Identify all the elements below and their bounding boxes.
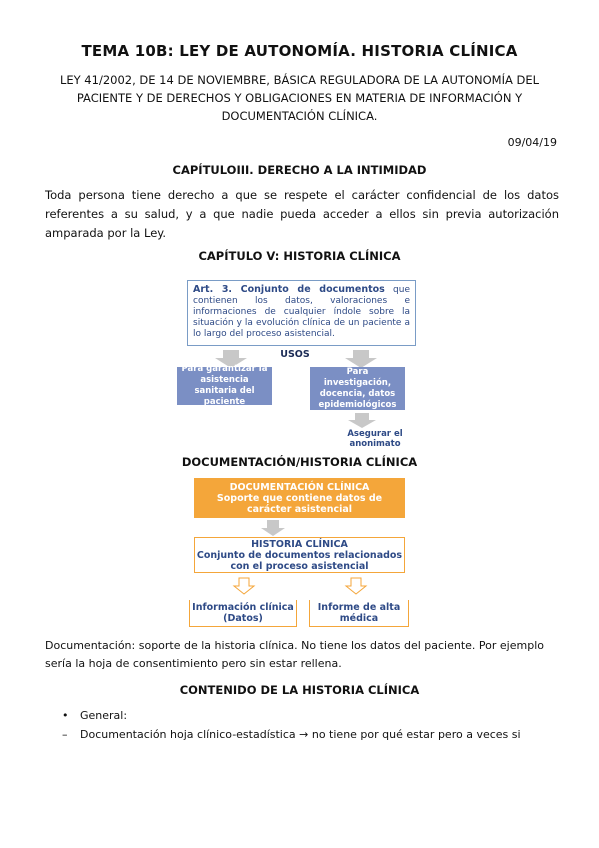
list-item-text: General:	[80, 709, 128, 722]
dash-marker: –	[62, 728, 68, 741]
uso-investigacion-box: Para investigación, docencia, datos epidemiológicos	[310, 367, 405, 410]
page-title: TEMA 10B: LEY DE AUTONOMÍA. HISTORIA CLÍNICA	[81, 42, 518, 60]
document-date: 09/04/19	[507, 136, 557, 149]
arrow-down-anon	[348, 413, 376, 428]
list-item-text: Documentación hoja clínico-estadística → no tiene por qué estar pero a veces si	[80, 728, 521, 741]
arrow-down-orange	[261, 520, 285, 536]
page-subtitle: LEY 41/2002, DE 14 DE NOVIEMBRE, BÁSICA REGULADORA DE LA AUTONOMÍA DEL PACIENTE Y DE DERECHOS Y OBLIGACIONES EN MATERIA DE INFORMACIÓN Y DOCUMENTACIÓN CLÍNICA.	[59, 73, 540, 123]
section-heading-intimidad: CAPÍTULOIII. DERECHO A LA INTIMIDAD	[172, 163, 427, 177]
list-item	[62, 709, 127, 722]
art3-definition-box	[187, 280, 416, 346]
historia-title: HISTORIA CLÍNICA	[251, 538, 348, 550]
documentacion-text: Soporte que contiene datos de carácter asistencial	[216, 492, 383, 515]
uso-asistencia-box: Para garantizar la asistencia sanitaria del paciente	[177, 367, 272, 405]
usos-label: USOS	[280, 349, 310, 360]
section-heading-documentacion: DOCUMENTACIÓN/HISTORIA CLÍNICA	[181, 455, 418, 469]
bullet-marker: •	[62, 709, 69, 722]
art3-text: que contienen los datos, valoraciones e informaciones de cualquier índole sobre la situación y la evolución clínica de un paciente a lo largo del proceso asistencial.	[193, 285, 410, 339]
section-heading-historia: CAPÍTULO V: HISTORIA CLÍNICA	[198, 249, 401, 263]
arrow-right-orange	[346, 578, 366, 594]
documentacion-clinica-box	[194, 478, 405, 518]
list-item	[62, 728, 521, 741]
art3-bold-label: Art. 3. Conjunto de documentos	[193, 284, 385, 295]
paragraph-intimidad: Toda persona tiene derecho a que se respete el carácter confidencial de los datos referentes a su salud, y a que nadie pueda acceder a ellos sin previa autorización amparada por la Ley.	[45, 188, 559, 240]
anonimato-label: Asegurar el anonimato	[347, 429, 403, 449]
informacion-clinica-box: Información clínica (Datos)	[189, 600, 297, 627]
historia-clinica-box	[194, 537, 405, 573]
paragraph-documentacion: Documentación: soporte de la historia clínica. No tiene los datos del paciente. Por ejemplo sería la hoja de consentimiento pero sin estar rellena.	[45, 639, 544, 670]
arrow-left-orange	[234, 578, 254, 594]
documentacion-title: DOCUMENTACIÓN CLÍNICA	[229, 481, 370, 493]
section-heading-contenido: CONTENIDO DE LA HISTORIA CLÍNICA	[179, 683, 420, 697]
arrow-down-right	[345, 350, 377, 368]
historia-text: Conjunto de documentos relacionados con el proceso asistencial	[196, 549, 403, 572]
informe-alta-box: Informe de alta médica	[309, 600, 409, 627]
